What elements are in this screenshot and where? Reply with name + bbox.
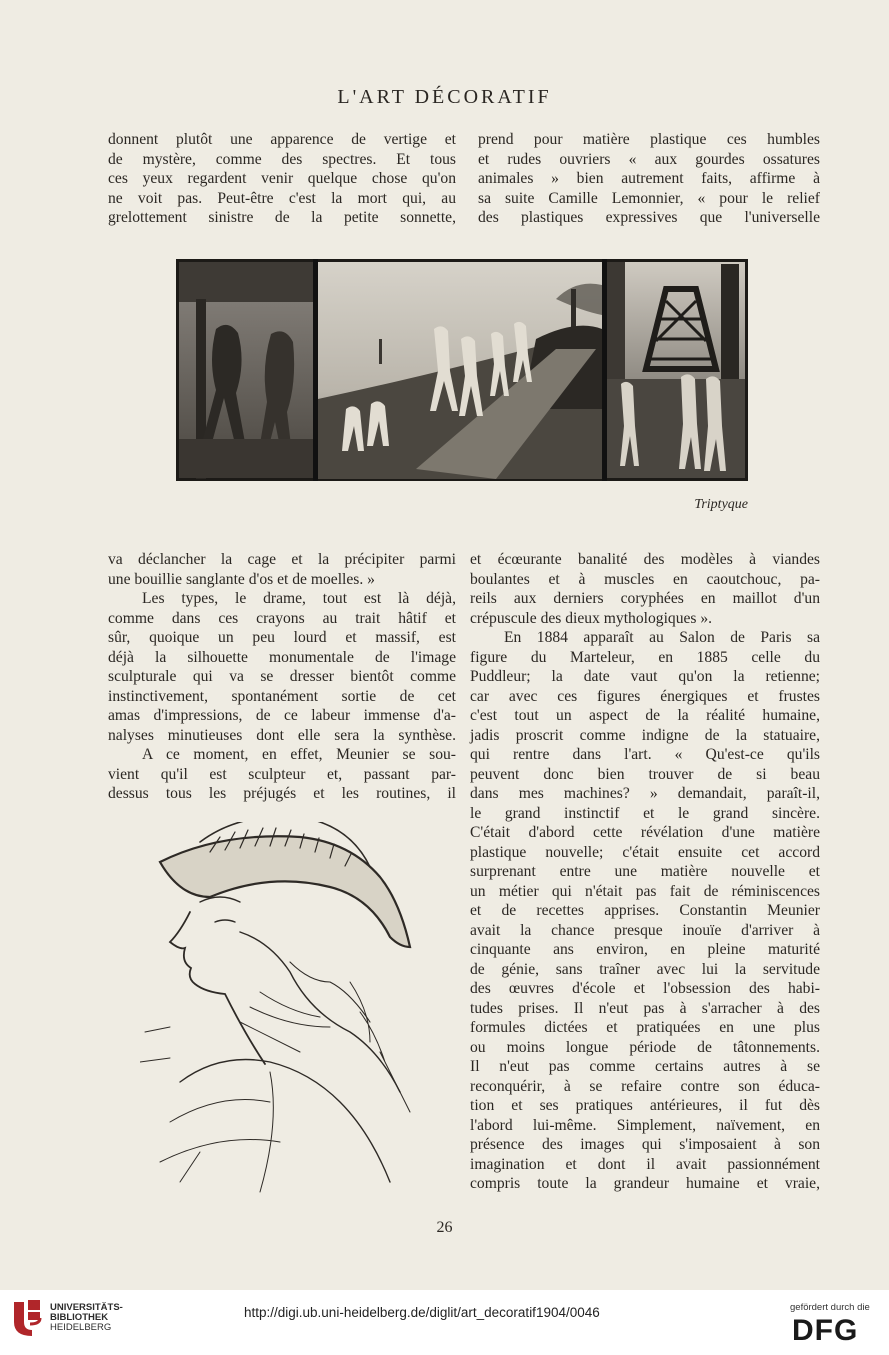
text-line: sûr, quoique un peu lourd et massif, est — [108, 629, 456, 646]
text-line: ces yeux regardent venir quelque chose qu'on — [108, 170, 456, 187]
text-line: qui rentre dans l'art. « Qu'est-ce qu'ils — [470, 746, 820, 763]
text-line: reconquérir, à se refaire contre son éduca- — [470, 1077, 820, 1095]
text-line: C'était d'abord cette révélation d'une matière — [470, 824, 820, 841]
text-line: une bouillie sanglante d'os et de moelles. » — [108, 570, 375, 588]
miner-portrait-sketch — [140, 822, 430, 1202]
university-library-name — [50, 1303, 123, 1333]
text-line: Il n'eut pas comme certains autres à se — [470, 1058, 820, 1075]
text-line: A ce moment, en effet, Meunier se sou- — [142, 746, 456, 763]
library-name-line-1: UNIVERSITÄTS- — [50, 1302, 123, 1313]
funding-note: gefördert durch die — [790, 1302, 870, 1313]
triptych-right-panel — [607, 262, 745, 478]
bottom-left-column — [108, 550, 456, 804]
text-line: boulantes et à muscles en caoutchouc, pa- — [470, 570, 820, 588]
top-left-column — [108, 130, 456, 228]
text-line: et écœurante banalité des modèles à viandes — [470, 551, 820, 568]
dfg-logo[interactable]: DFG — [792, 1314, 859, 1347]
library-name-line-2: BIBLIOTHEK — [50, 1312, 109, 1323]
text-line: En 1884 apparaît au Salon de Paris sa — [504, 629, 820, 646]
text-line: amas d'impressions, de ce labeur immense d'a- — [108, 707, 456, 724]
text-line: ne voit pas. Peut-être c'est la mort qui, au — [108, 189, 456, 207]
text-line: va déclancher la cage et la précipiter parmi — [108, 551, 456, 568]
page-number: 26 — [436, 1219, 453, 1236]
text-line: c'est tout un aspect de la réalité humaine, — [470, 707, 820, 724]
text-line: instinctivement, spontanément sortie de cet — [108, 687, 456, 705]
text-line: peuvent donc bien trouver de si beau — [470, 765, 820, 783]
viewer-footer — [0, 1290, 889, 1355]
text-line: tudes prises. Il n'eut pas à s'arracher à des — [470, 999, 820, 1017]
text-line: Les types, le drame, tout est là déjà, — [142, 590, 456, 607]
text-line: compris toute la grandeur humaine et vraie, — [470, 1175, 820, 1192]
text-line: crépuscule des dieux mythologiques ». — [470, 609, 713, 627]
text-line: des œuvres d'école et l'obsession des habi- — [470, 980, 820, 997]
text-line: cinquante ans environ, en pleine maturité — [470, 941, 820, 958]
text-line: animales » bien autrement faits, affirme à — [478, 170, 820, 187]
top-right-column — [478, 130, 820, 228]
text-line: et de recettes apprises. Constantin Meunier — [470, 902, 820, 919]
text-line: formules dictées et pratiquées en une plus — [470, 1019, 820, 1036]
running-header: L'ART DÉCORATIF — [337, 86, 552, 108]
text-line: reils aux derniers coryphées en maillot d'un — [470, 590, 820, 607]
permalink-url[interactable]: http://digi.ub.uni-heidelberg.de/diglit/art_decoratif1904/0046 — [244, 1305, 600, 1320]
text-line: donnent plutôt une apparence de vertige et — [108, 131, 456, 148]
text-line: sa suite Camille Lemonnier, « pour le relief — [478, 189, 820, 207]
text-line: surprenant entre une matière nouvelle et — [470, 863, 820, 880]
text-line: présence des images qui s'imposaient à son — [470, 1136, 820, 1153]
text-line: car avec ces figures énergiques et frustes — [470, 687, 820, 705]
text-line: tion et ses pratiques antérieures, il fut dès — [470, 1097, 820, 1114]
text-line: avait la chance presque inouïe d'arriver à — [470, 921, 820, 939]
text-line: des plastiques expressives que l'universelle — [478, 209, 820, 226]
text-line: figure du Marteleur, en 1885 celle du — [470, 648, 820, 666]
text-line: vient qu'il est sculpteur et, passant par- — [108, 765, 456, 783]
text-line: déjà la silhouette monumentale de l'image — [108, 648, 456, 666]
text-line: Puddleur; la date vaut qu'on la retienne; — [470, 668, 820, 685]
text-line: et rudes ouvriers « aux gourdes ossatures — [478, 150, 820, 168]
text-line: de mystère, comme des spectres. Et tous — [108, 150, 456, 168]
text-line: sculpturale qui va se dresser bientôt comme — [108, 668, 456, 685]
text-line: prend pour matière plastique ces humbles — [478, 131, 820, 148]
text-line: grelottement sinistre de la petite sonnette, — [108, 209, 456, 226]
text-line: jadis proscrit comme indigne de la statuaire, — [470, 726, 820, 744]
text-line: dans mes machines? » demandait, paraît-il, — [470, 785, 820, 802]
text-line: un métier qui n'était pas fait de réminiscences — [470, 882, 820, 900]
triptych-center-panel — [318, 262, 602, 479]
text-line: ou moins longue période de tâtonnements. — [470, 1038, 820, 1056]
triptych-illustration — [176, 259, 748, 481]
figure-caption: Triptyque — [694, 497, 748, 512]
text-line: dessus tous les préjugés et les routines, il — [108, 785, 456, 802]
text-line: l'abord lui-même. Simplement, naïvement, en — [470, 1116, 820, 1134]
text-line: de génie, sans traîner avec lui la servitude — [470, 960, 820, 978]
text-line: imagination et dont il avait passionnément — [470, 1155, 820, 1173]
bottom-right-column — [470, 550, 820, 1194]
text-line: plastique nouvelle; c'était ensuite cet accord — [470, 843, 820, 861]
university-library-logo-icon[interactable] — [10, 1298, 44, 1338]
triptych-left-panel — [179, 262, 313, 479]
text-line: comme dans ces crayons au trait hâtif et — [108, 609, 456, 627]
text-line: le grand instinctif et le grand sincère. — [470, 804, 820, 822]
text-line: nalyses minutieuses dont elle sera la synthèse. — [108, 726, 456, 744]
library-name-line-3: HEIDELBERG — [50, 1322, 112, 1333]
